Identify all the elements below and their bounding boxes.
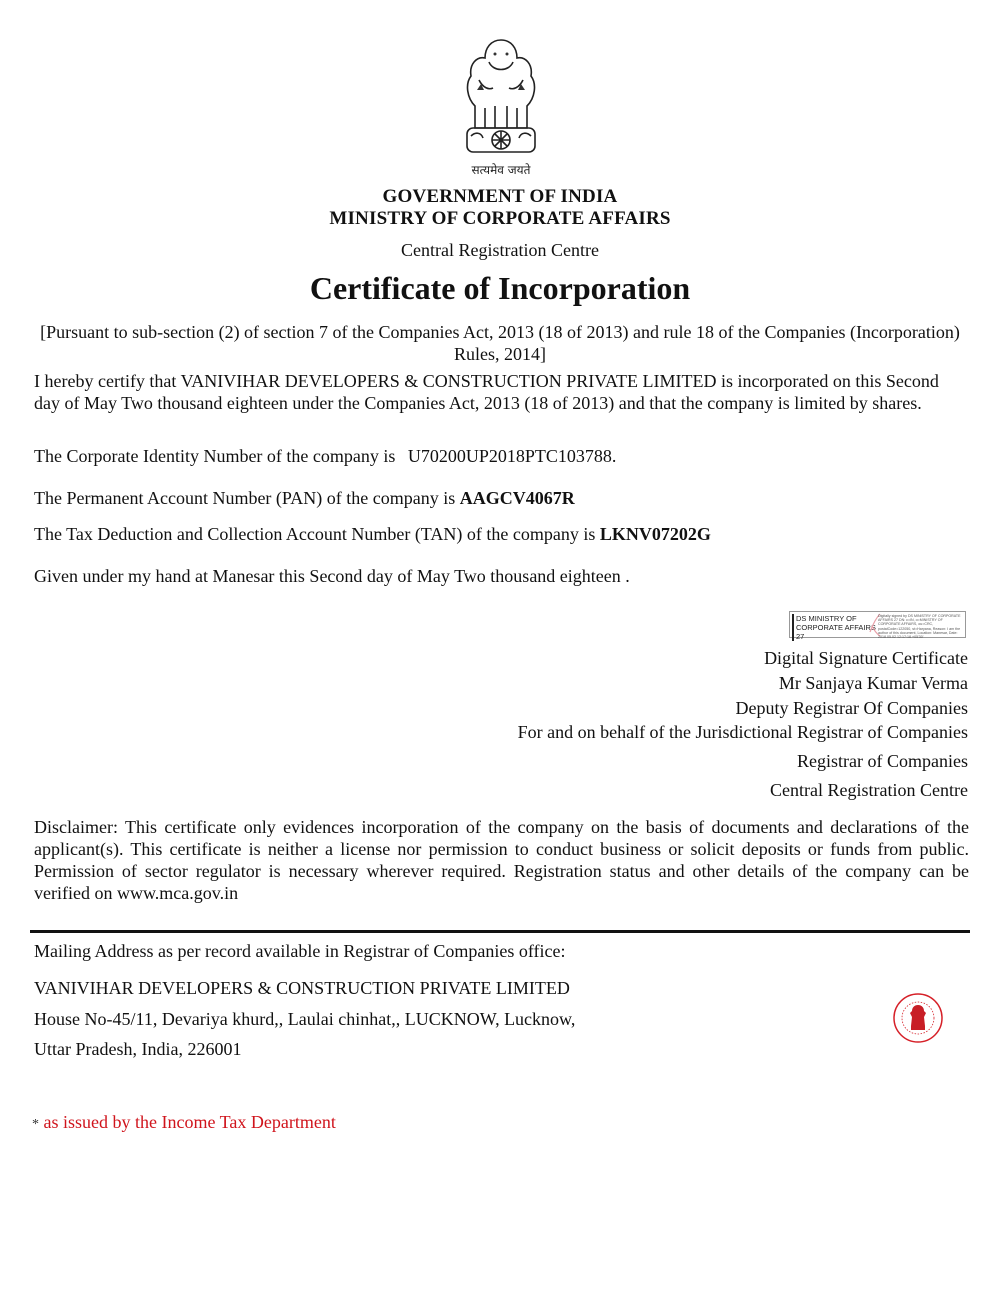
footnote-asterisk: * — [32, 1117, 39, 1132]
signatory-centre: Central Registration Centre — [770, 780, 968, 800]
certification-paragraph: I hereby certify that VANIVIHAR DEVELOPERS & CONSTRUCTION PRIVATE LIMITED is incorporated on this Second day of May Two thousand eighteen under the Companies Act, 2013 (18 of 2013) and that the company is limited by shares. — [34, 371, 939, 413]
pan-value: AAGCV4067R — [459, 488, 575, 508]
divider — [30, 930, 970, 933]
pan-label: The Permanent Account Number (PAN) of the company is — [34, 488, 456, 508]
emblem-motto: सत्यमेव जयते — [471, 163, 531, 177]
cin-value: U70200UP2018PTC103788. — [407, 446, 617, 466]
government-heading: GOVERNMENT OF INDIA — [382, 186, 618, 207]
disclaimer: Disclaimer: This certificate only evidences incorporation of the company on the basis of documents and declarations of the applicant(s). This certificate is neither a license nor permission to conduct business or solicit deposits or funds from public. Permission of sector regulator is necessary wherever required. Registration status and other details of the company can be verified on www.mca.gov.in — [34, 817, 969, 903]
registrar-seal-icon — [886, 990, 950, 1046]
stamp-signer — [792, 614, 878, 641]
signatory-line: Digital Signature Certificate — [764, 648, 968, 668]
footnote — [32, 1112, 336, 1133]
stamp-line-1: DS MINISTRY OF — [796, 614, 857, 623]
pursuant-note: [Pursuant to sub-section (2) of section 7 of the Companies Act, 2013 (18 of 2013) and rule 18 of the Companies (Incorporation) Rules, 2014] — [40, 322, 960, 364]
mailing-address-line-1: House No-45/11, Devariya khurd,, Laulai chinhat,, LUCKNOW, Lucknow, — [34, 1009, 576, 1029]
footnote-text: as issued by the Income Tax Department — [43, 1112, 336, 1132]
tan-line — [34, 524, 711, 545]
ministry-heading: MINISTRY OF CORPORATE AFFAIRS — [329, 208, 671, 229]
stamp-detail: Digitally signed by DS MINISTRY OF CORPORATE AFFAIRS 27 DN: c=IN, o=MINISTRY OF CORPORATE AFFAIRS, ou=CRC, postalCode=122050, st=Haryana, Reason: I am the author of this document, Location: Manesar, Date: 2018.05.02 12:17:18 +05'30' — [878, 614, 961, 640]
digital-signature-stamp — [789, 611, 966, 641]
mailing-address-line-2: Uttar Pradesh, India, 226001 — [34, 1039, 242, 1059]
stamp-line-2: CORPORATE AFFAIRS 27 — [796, 623, 876, 641]
cin-label: The Corporate Identity Number of the company is — [34, 446, 396, 466]
centre-subheading: Central Registration Centre — [401, 240, 599, 260]
given-line: Given under my hand at Manesar this Second day of May Two thousand eighteen . — [34, 566, 630, 586]
pan-line — [34, 488, 575, 509]
signatory-designation: Deputy Registrar Of Companies — [735, 698, 968, 718]
signatory-behalf: For and on behalf of the Jurisdictional Registrar of Companies — [517, 722, 968, 742]
document-title: Certificate of Incorporation — [309, 270, 691, 306]
national-emblem-icon — [455, 28, 547, 178]
tan-value: LKNV07202G — [599, 524, 711, 544]
mailing-label: Mailing Address as per record available in Registrar of Companies office: — [34, 941, 566, 961]
tan-label: The Tax Deduction and Collection Account Number (TAN) of the company is — [34, 524, 596, 544]
mailing-company: VANIVIHAR DEVELOPERS & CONSTRUCTION PRIVATE LIMITED — [34, 978, 570, 998]
signatory-name: Mr Sanjaya Kumar Verma — [778, 673, 968, 693]
signatory-registrar: Registrar of Companies — [797, 751, 968, 771]
cin-line — [34, 446, 616, 467]
